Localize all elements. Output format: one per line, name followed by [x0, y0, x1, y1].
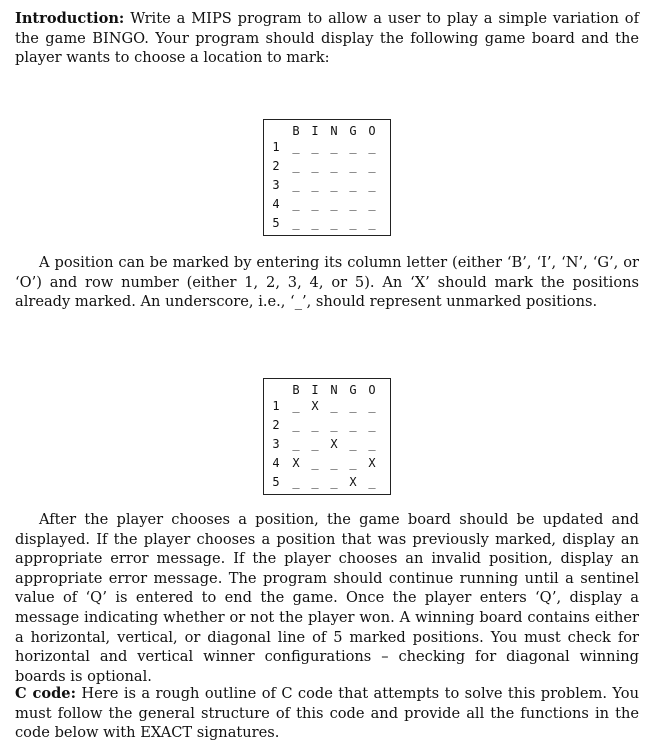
ccode-text: Here is a rough outline of C code that attempts to solve this problem. You must follow the general structure of this code and provide all the functions in the code below with EXACT signatures.: [15, 685, 639, 742]
ccode-paragraph: [15, 684, 639, 743]
board-cell: _: [311, 159, 319, 173]
board-cell: _: [349, 216, 357, 230]
board-row: [264, 399, 390, 417]
board-cell: _: [292, 140, 300, 154]
row-number: 3: [272, 437, 280, 451]
board-cell: _: [292, 159, 300, 173]
row-number: 4: [272, 456, 280, 470]
board-cell: _: [368, 178, 376, 192]
board-row: [264, 437, 390, 455]
column-letter: I: [311, 383, 319, 397]
board-row: [264, 456, 390, 474]
board-cell: _: [292, 178, 300, 192]
board-cell: _: [349, 437, 357, 451]
row-number: 3: [272, 178, 280, 192]
board-cell: _: [368, 475, 376, 489]
board-cell: X: [311, 399, 319, 413]
board-cell: _: [292, 399, 300, 413]
board-cell: _: [349, 140, 357, 154]
column-letter: O: [368, 124, 376, 138]
board-cell: _: [368, 418, 376, 432]
board-cell: _: [311, 140, 319, 154]
board-cell: _: [292, 216, 300, 230]
bingo-board-marked: [263, 378, 391, 495]
row-number: 5: [272, 475, 280, 489]
board-cell: _: [368, 437, 376, 451]
column-letter: G: [349, 383, 357, 397]
board-row: [264, 140, 390, 158]
board-cell: X: [349, 475, 357, 489]
board-cell: _: [330, 140, 338, 154]
board-cell: _: [368, 159, 376, 173]
board-cell: _: [349, 399, 357, 413]
intro-label: Introduction:: [15, 10, 125, 27]
board-cell: _: [330, 456, 338, 470]
column-letter: B: [292, 383, 300, 397]
board-cell: _: [368, 216, 376, 230]
board-cell: _: [292, 418, 300, 432]
board-cell: _: [311, 456, 319, 470]
board-row: [264, 178, 390, 196]
board-cell: _: [311, 475, 319, 489]
board-cell: _: [311, 437, 319, 451]
board-cell: _: [349, 418, 357, 432]
board-cell: _: [330, 178, 338, 192]
column-letter: B: [292, 124, 300, 138]
intro-paragraph: [15, 9, 639, 68]
board-cell: _: [349, 178, 357, 192]
ccode-label: C code:: [15, 685, 76, 702]
board-cell: _: [368, 197, 376, 211]
row-number: 2: [272, 418, 280, 432]
board-cell: _: [368, 140, 376, 154]
board-cell: _: [292, 437, 300, 451]
column-letter: N: [330, 124, 338, 138]
row-number: 2: [272, 159, 280, 173]
board-cell: _: [330, 475, 338, 489]
after-paragraph: After the player chooses a position, the game board should be updated and displayed. If the player chooses a position that was previously marked, display an appropriate error message. If the player chooses an invalid position, display an appropriate error message. The program should continue running until a sentinel value of ‘Q’ is entered to end the game. Once the player enters ‘Q’, display a message indicating whether or not the player won. A winning board contains either a horizontal, vertical, or diagonal line of 5 marked positions. You must check for horizontal and vertical winner configurations – checking for diagonal winning boards is optional.: [15, 511, 639, 685]
board-cell: _: [311, 216, 319, 230]
board-cell: _: [330, 159, 338, 173]
board-cell: _: [330, 399, 338, 413]
row-number: 1: [272, 399, 280, 413]
board-cell: _: [292, 197, 300, 211]
board-cell: X: [330, 437, 338, 451]
board-row: [264, 475, 390, 493]
board-cell: _: [349, 456, 357, 470]
board-row: [264, 418, 390, 436]
column-letter: G: [349, 124, 357, 138]
bingo-board-empty: [263, 119, 391, 236]
board-header: [264, 383, 390, 397]
row-number: 5: [272, 216, 280, 230]
board-cell: _: [330, 216, 338, 230]
row-number: 4: [272, 197, 280, 211]
board-cell: _: [349, 159, 357, 173]
board-cell: X: [368, 456, 376, 470]
board-row: [264, 216, 390, 234]
board-cell: _: [349, 197, 357, 211]
board-cell: _: [330, 418, 338, 432]
board-cell: _: [311, 418, 319, 432]
intro-text: Write a MIPS program to allow a user to play a simple variation of the game BINGO. Your program should display the following game board and the player wants to choose a location to mark:: [15, 10, 639, 67]
column-letter: N: [330, 383, 338, 397]
board-row: [264, 159, 390, 177]
column-letter: O: [368, 383, 376, 397]
board-cell: _: [330, 197, 338, 211]
column-letter: I: [311, 124, 319, 138]
board-cell: _: [368, 399, 376, 413]
board-cell: _: [311, 197, 319, 211]
mark-paragraph: A position can be marked by entering its column letter (either ‘B’, ‘I’, ‘N’, ‘G’, or ‘O’) and row number (either 1, 2, 3, 4, or 5). An ‘X’ should mark the positions already marked. An underscore, i.e., ‘_’, should represent unmarked positions.: [15, 254, 639, 311]
board-cell: X: [292, 456, 300, 470]
board-cell: _: [311, 178, 319, 192]
row-number: 1: [272, 140, 280, 154]
board-cell: _: [292, 475, 300, 489]
board-row: [264, 197, 390, 215]
board-header: [264, 124, 390, 138]
